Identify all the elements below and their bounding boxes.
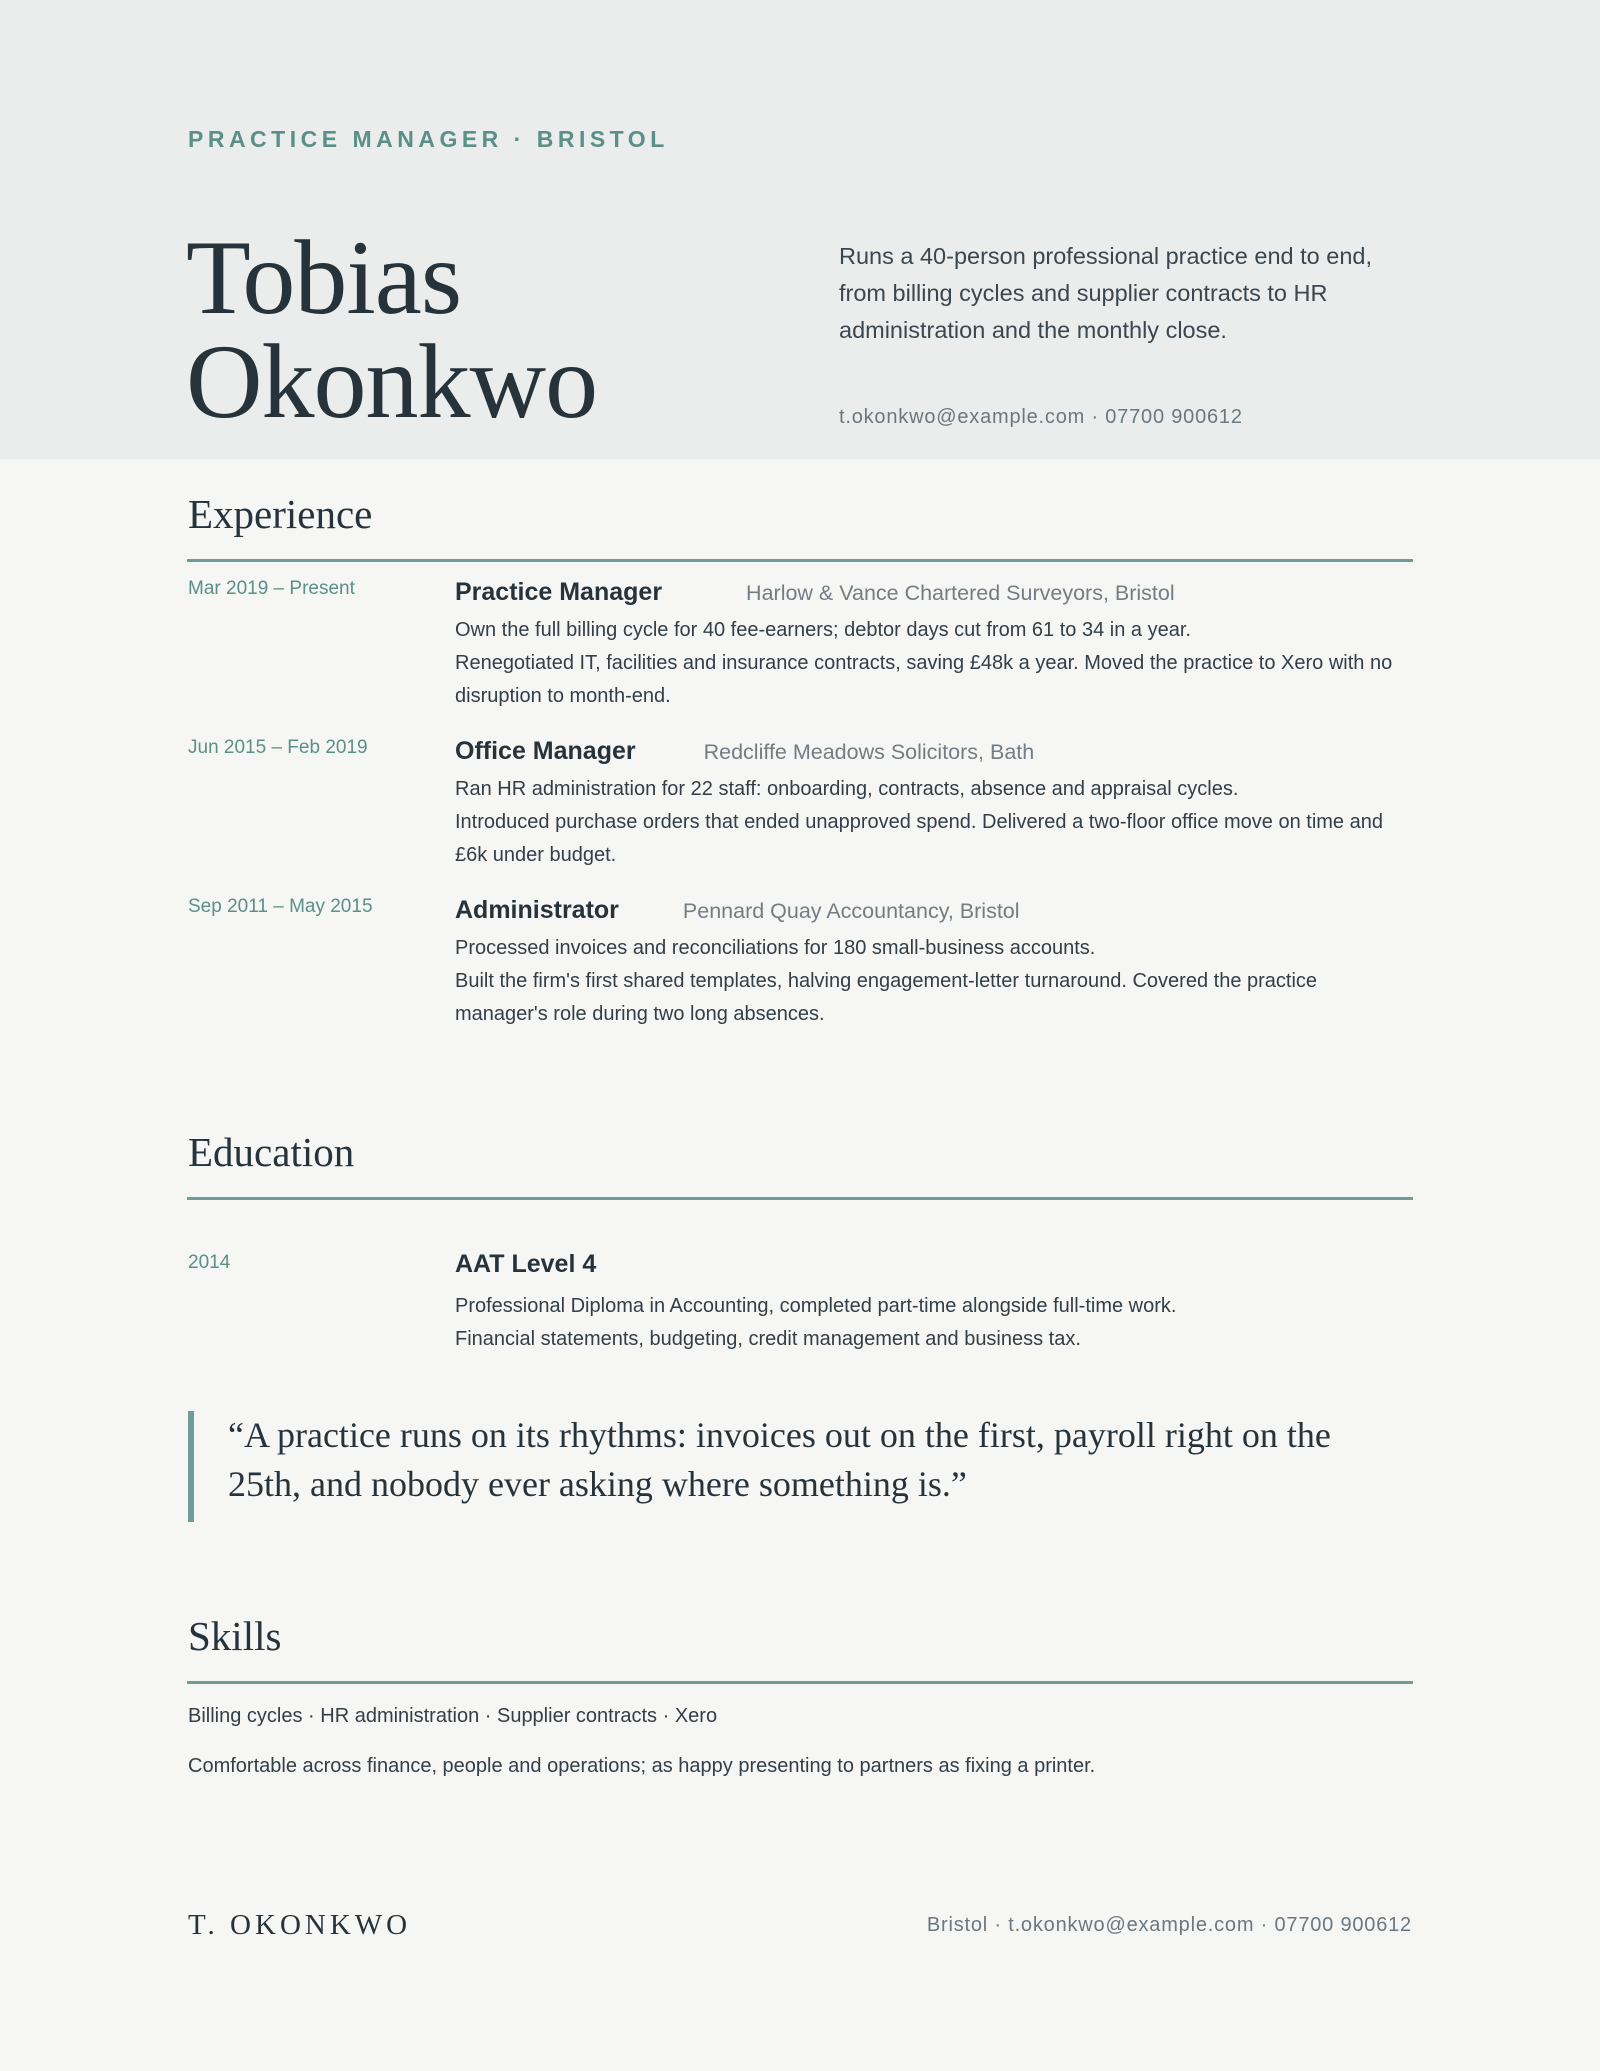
experience-entry (455, 896, 1415, 1031)
education-detail: Professional Diploma in Accounting, completed part-time alongside full-time work. (455, 1295, 1177, 1317)
skills-heading: Skills (188, 1613, 282, 1659)
experience-divider (187, 559, 1413, 562)
candidate-name (186, 219, 598, 440)
achievement-line: Own the full billing cycle for 40 fee-earners; debtor days cut from 61 to 34 in a year. (455, 619, 1191, 641)
first-name: Tobias (186, 219, 462, 336)
employer: Pennard Quay Accountancy, Bristol (682, 899, 1020, 923)
experience-entry (455, 578, 1415, 713)
experience-dates: Mar 2019 – Present (188, 578, 355, 599)
footer-name: T. OKONKWO (188, 1909, 412, 1941)
header-band (0, 0, 1600, 459)
education-heading: Education (188, 1129, 355, 1175)
footer-contact: Bristol · t.okonkwo@example.com · 07700 900612 (926, 1914, 1412, 1936)
skills-note: Comfortable across finance, people and operations; as happy presenting to partners as fixing a printer. (188, 1755, 1096, 1777)
profile-summary: Runs a 40-person professional practice end to end, from billing cycles and supplier contracts to HR administration and the monthly close. (839, 243, 1372, 343)
employer: Harlow & Vance Chartered Surveyors, Bristol (746, 581, 1175, 605)
achievement-line: Processed invoices and reconciliations for 180 small-business accounts. (455, 937, 1096, 959)
experience-dates: Jun 2015 – Feb 2019 (188, 737, 368, 758)
education-entry (455, 1250, 1415, 1356)
pull-quote: “A practice runs on its rhythms: invoices out on the first, payroll right on the 25th, and nobody ever asking where something is.” (188, 1411, 1408, 1522)
education-year: 2014 (188, 1252, 231, 1273)
skills-divider (187, 1681, 1413, 1684)
employer: Redcliffe Meadows Solicitors, Bath (703, 740, 1035, 764)
experience-dates: Sep 2011 – May 2015 (188, 896, 373, 917)
achievement-line: Introduced purchase orders that ended unapproved spend. Delivered a two-floor office move on time and £6k under budget. (455, 811, 1383, 866)
job-role: Administrator (455, 896, 619, 924)
experience-heading: Experience (188, 491, 373, 537)
job-title-eyebrow: PRACTICE MANAGER · BRISTOL (188, 126, 669, 152)
achievement-line: Renegotiated IT, facilities and insurance contracts, saving £48k a year. Moved the practice to Xero with no disruption to month-end. (455, 652, 1393, 707)
header-contact: t.okonkwo@example.com · 07700 900612 (839, 406, 1243, 428)
job-role: Office Manager (455, 737, 636, 765)
education-detail: Financial statements, budgeting, credit management and business tax. (455, 1328, 1081, 1350)
experience-entry (455, 737, 1415, 872)
job-role: Practice Manager (455, 578, 663, 606)
education-divider (187, 1197, 1413, 1200)
achievement-line: Built the firm's first shared templates, halving engagement-letter turnaround. Covered the practice manager's role during two long absences. (455, 970, 1318, 1025)
last-name: Okonkwo (186, 323, 598, 440)
skills-list: Billing cycles · HR administration · Supplier contracts · Xero (188, 1705, 718, 1727)
qualification-title: AAT Level 4 (455, 1250, 597, 1278)
achievement-line: Ran HR administration for 22 staff: onboarding, contracts, absence and appraisal cycles. (455, 778, 1239, 800)
